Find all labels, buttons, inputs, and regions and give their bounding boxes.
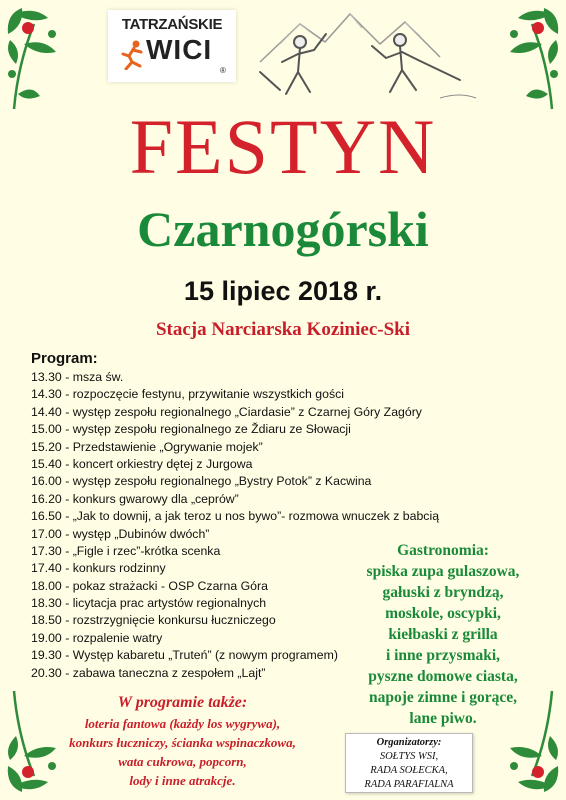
program-item: 16.00 - występ zespołu regionalnego „Bystry Potok” z Kacwina [31, 474, 372, 489]
program-item: 17.40 - konkurs rodzinny [31, 561, 166, 576]
top-right-floral-ornament-icon [488, 4, 562, 114]
organizers-box [345, 733, 473, 793]
program-item: 16.20 - konkurs gwarowy dla „ceprów” [31, 491, 239, 506]
gastronomy-line: spiska zupa gulaszowa, [366, 563, 520, 580]
organizer-line: RADA PARAFIALNA [364, 779, 454, 790]
program-heading: Program: [31, 350, 98, 367]
program-item: 14.30 - rozpoczęcie festynu, przywitanie wszystkich gości [31, 387, 345, 402]
gastronomy-line: kiełbaski z grilla [388, 626, 498, 643]
program-item: 14.40 - występ zespołu regionalnego „Ciardasie” z Czarnej Góry Zagóry [31, 404, 422, 419]
also-line: lody i inne atrakcje. [129, 773, 236, 788]
program-item: 15.40 - koncert orkiestry dętej z Jurgowa [31, 456, 253, 471]
poster-title: FESTYN [129, 103, 437, 190]
program-item: 17.30 - „Figle i rzec”-krótka scenka [31, 543, 221, 558]
gastronomy-line: napoje zimne i gorące, [368, 689, 518, 706]
top-left-floral-ornament-icon [4, 4, 78, 114]
poster-subtitle: Czarnogórski [137, 201, 429, 257]
registered-mark: ® [220, 66, 226, 75]
also-in-program-section [40, 692, 325, 790]
program-item: 20.30 - zabawa taneczna z zespołem „Lajt” [31, 665, 266, 680]
logo-line-2: WICI [146, 34, 213, 65]
tatrzanskie-wici-logo [108, 10, 236, 82]
gastronomy-line: moskole, oscypki, [385, 605, 501, 622]
gastronomy-heading: Gastronomia: [397, 542, 489, 559]
program-item: 13.30 - msza św. [31, 370, 124, 384]
program-item: 18.00 - pokaz strażacki - OSP Czarna Góra [31, 578, 268, 593]
runner-icon [120, 40, 146, 70]
highlander-dancers-illustration [240, 2, 480, 110]
organizer-line: RADA SOŁECKA, [370, 765, 448, 776]
program-item: 19.00 - rozpalenie watry [31, 630, 163, 645]
also-line: wata cukrowa, popcorn, [118, 754, 247, 769]
organizer-line: SOŁTYS WSI, [379, 751, 439, 762]
logo-line-1: TATRZAŃSKIE [121, 16, 223, 33]
also-heading: W programie także: [117, 694, 248, 711]
gastronomy-line: i inne przysmaki, [385, 647, 501, 664]
program-item: 18.30 - licytacja prac artystów regionalnych [31, 596, 267, 611]
gastronomy-line: lane piwo. [409, 710, 477, 727]
program-item: 17.00 - występ „Dubinów dwóch” [31, 526, 210, 541]
program-item: 15.00 - występ zespołu regionalnego ze Ždiaru ze Słowacji [31, 422, 351, 437]
event-venue: Stacja Narciarska Koziniec-Ski [155, 319, 410, 340]
program-item: 15.20 - Przedstawienie „Ogrywanie mojek” [31, 439, 263, 454]
also-line: loteria fantowa (każdy los wygrywa), [84, 716, 281, 731]
gastronomy-line: pyszne domowe ciasta, [368, 668, 518, 685]
also-line: konkurs łuczniczy, ścianka wspinaczkowa, [69, 735, 296, 750]
program-item: 18.50 - rozstrzygnięcie konkursu łuczniczego [31, 613, 276, 628]
program-item: 19.30 - Występ kabaretu „Truteń” (z nowym programem) [31, 648, 338, 663]
gastronomy-line: gałuski z bryndzą, [382, 584, 504, 601]
program-item: 16.50 - „Jak to downij, a jak teroz u nos bywo”- rozmowa wnuczek z babcią [31, 509, 440, 524]
event-date: 15 lipiec 2018 r. [183, 276, 383, 306]
organizers-heading: Organizatorzy: [376, 737, 442, 748]
gastronomy-section [340, 540, 546, 729]
